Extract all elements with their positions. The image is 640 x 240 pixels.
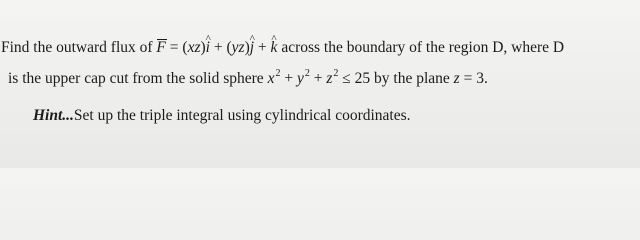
problem-intro: Find the outward flux of [1,39,157,56]
hint-line [33,106,411,126]
vector-field-expression: = (xz)^ i + (yz)^ j + ^ k [170,39,282,56]
hint-text: Set up the triple integral using cylindrical coordinates. [73,107,411,124]
sentence-end: . [483,70,488,87]
plane-equation: z = 3 [453,70,484,87]
plane-connector: by the plane [374,70,454,87]
hint-label: Hint... [33,107,74,124]
vector-field-name: F [156,39,166,56]
problem-boundary-text: across the boundary of the region D, where D [281,39,565,56]
sphere-inequality: $x^2 + y^2 + z^2 \le 25$ [267,68,371,87]
region-description: is the upper cap cut from the solid sphere [8,70,268,87]
problem-line-1 [1,38,564,58]
problem-line-2 [8,64,488,89]
